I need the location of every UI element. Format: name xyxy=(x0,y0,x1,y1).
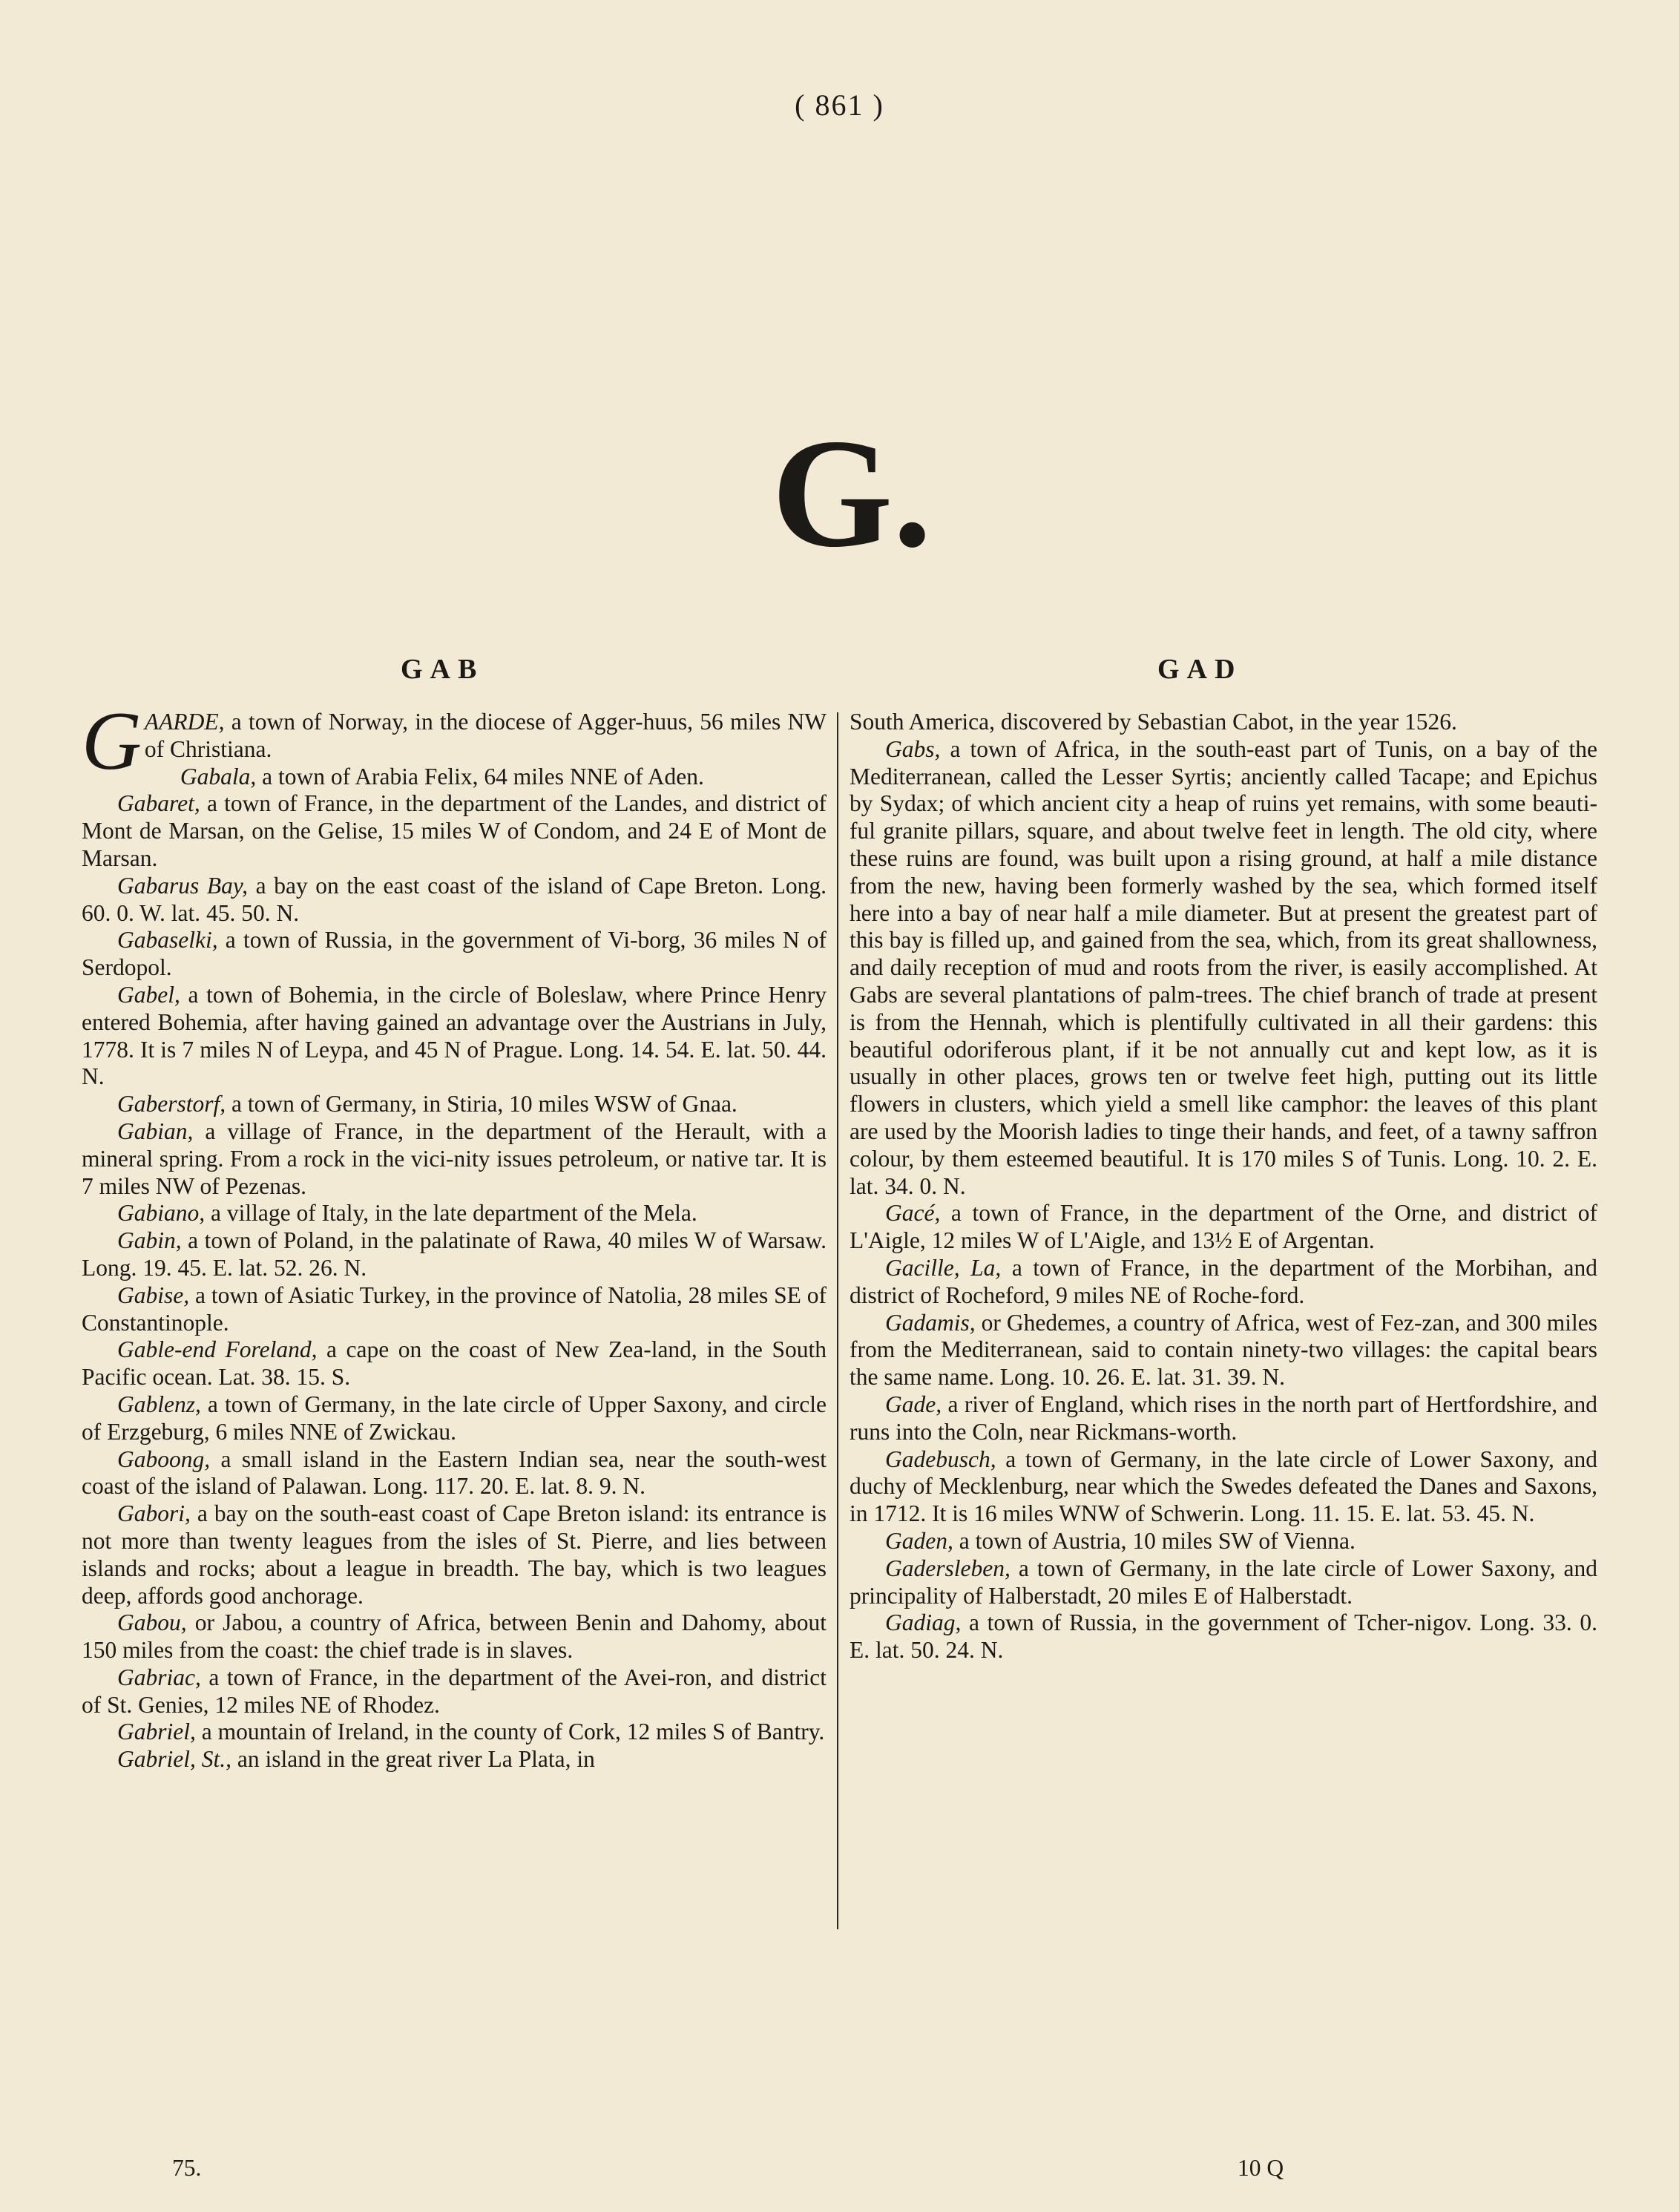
drop-cap: G xyxy=(82,695,142,787)
entry xyxy=(82,927,827,982)
entry-headword: Gabiano, xyxy=(117,1200,206,1227)
entry xyxy=(82,1664,827,1719)
entry-text: a town of Germany, in Stiria, 10 miles WSW of Gnaa. xyxy=(226,1091,737,1118)
entry-text: a town of Arabia Felix, 64 miles NNE of Aden. xyxy=(256,763,704,790)
entry-headword: Gabriel, xyxy=(117,1719,196,1745)
right-column xyxy=(850,709,1597,1664)
entry xyxy=(82,982,827,1091)
entry-headword: Gadamis, xyxy=(885,1309,976,1336)
entry-headword: Gabs, xyxy=(885,735,941,762)
entry-text: a cape on the coast of New Zea-land, in the South Pacific ocean. Lat. 38. 15. S. xyxy=(82,1336,827,1391)
entry-text: South America, discovered by Sebastian Cabot, in the year 1526. xyxy=(850,709,1457,735)
entry-headword: Gabel, xyxy=(117,981,180,1008)
entry-text: a village of Italy, in the late department of the Mela. xyxy=(205,1200,697,1227)
entry-headword: Gade, xyxy=(885,1391,942,1417)
left-column xyxy=(82,695,827,1773)
entry-text: a village of France, in the department of the Herault, with a mineral spring. From a rock in the vici-nity issues petroleum, or native tar. It is 7 miles NW of Pezenas. xyxy=(82,1118,827,1199)
entry xyxy=(850,1446,1597,1528)
entry-text: a town of Germany, in the late circle of Lower Saxony, and principality of Halberstadt, 20 miles E of Halberstadt. xyxy=(850,1555,1597,1609)
entry-headword: Gabarus Bay, xyxy=(117,872,248,899)
entry-text: a town of Russia, in the government of Tcher-nigov. Long. 33. 0. E. lat. 50. 24. N. xyxy=(850,1609,1597,1664)
entry-headword: Gabriel, St., xyxy=(117,1746,231,1773)
running-head-right: GAD xyxy=(1157,654,1243,685)
entry xyxy=(850,1200,1597,1255)
entry-headword: Gabori, xyxy=(117,1500,191,1527)
entry-text: a town of Bohemia, in the circle of Boleslaw, where Prince Henry entered Bohemia, after having gained an advantage over the Austrians in July, 1778. It is 7 miles N of Leypa, and 45 N of Prague. Long. 14. 54. E. lat. 50. 44. N. xyxy=(82,981,827,1090)
signature-mark-right: 10 Q xyxy=(1238,2155,1284,2181)
entry xyxy=(850,1528,1597,1555)
entry-headword: Gabaselki, xyxy=(117,927,218,954)
entry-headword: Gadiag, xyxy=(885,1609,962,1636)
entry-headword: Gablenz, xyxy=(117,1391,201,1417)
entry-text: an island in the great river La Plata, in xyxy=(231,1746,595,1773)
entry xyxy=(82,790,827,872)
entry-headword: Gabise, xyxy=(117,1281,190,1308)
entry xyxy=(82,1746,827,1773)
entry-headword: Gabin, xyxy=(117,1227,182,1254)
entry xyxy=(850,736,1597,1201)
entry xyxy=(82,1227,827,1282)
entry-text: a bay on the south-east coast of Cape Breton island: its entrance is not more than twenty leagues from the isles of St. Pierre, and lies between islands and rocks; about a league in breadth. The bay, which is two leagues deep, affords good anchorage. xyxy=(82,1500,827,1609)
entry-headword: Gable-end Foreland, xyxy=(117,1336,318,1363)
entry-headword: Gabaret, xyxy=(117,790,200,817)
entry xyxy=(850,1255,1597,1310)
entry xyxy=(82,1336,827,1391)
entry-text: a town of France, in the department of the Landes, and district of Mont de Marsan, on the Gelise, 15 miles W of Condom, and 24 E of Mont de Marsan. xyxy=(82,790,827,871)
entry-headword: AARDE, xyxy=(144,709,225,735)
entry-text: a small island in the Eastern Indian sea, near the south-west coast of the island of Palawan. Long. 117. 20. E. lat. 8. 9. N. xyxy=(82,1445,827,1500)
entry-headword: Gacille, La, xyxy=(885,1254,1002,1281)
entry-text: a town of France, in the department of the Avei-ron, and district of St. Genies, 12 miles NE of Rhodez. xyxy=(82,1664,827,1718)
entry-text: a mountain of Ireland, in the county of Cork, 12 miles S of Bantry. xyxy=(195,1719,825,1745)
entry xyxy=(850,1391,1597,1446)
entry xyxy=(82,764,827,791)
entry-text: a bay on the east coast of the island of Cape Breton. Long. 60. 0. W. lat. 45. 50. N. xyxy=(82,872,827,926)
entry-text: a town of Germany, in the late circle of Upper Saxony, and circle of Erzgeburg, 6 miles NNE of Zwickau. xyxy=(82,1391,827,1445)
entry-text: a town of France, in the department of the Orne, and district of L'Aigle, 12 miles W of L'Aigle, and 13½ E of Argentan. xyxy=(850,1200,1597,1254)
entry-headword: Gabian, xyxy=(117,1118,194,1144)
entry-text: a town of Norway, in the diocese of Agger-huus, 56 miles NW of Christiana. xyxy=(144,709,827,762)
entry-text: a town of Asiatic Turkey, in the province of Natolia, 28 miles SE of Constantinople. xyxy=(82,1281,827,1336)
page-number: ( 861 ) xyxy=(795,88,884,122)
entry-text: a town of Germany, in the late circle of Lower Saxony, and duchy of Mecklenburg, near which the Swedes defeated the Danes and Saxons, in 1712. It is 16 miles WNW of Schwerin. Long. 11. 15. E. lat. 53. 45. N. xyxy=(850,1445,1597,1527)
entry-text: a town of Russia, in the government of Vi-borg, 36 miles N of Serdopol. xyxy=(82,927,827,981)
section-letter: G. xyxy=(772,407,932,580)
entry-text: a town of Poland, in the palatinate of Rawa, 40 miles W of Warsaw. Long. 19. 45. E. lat. 52. 26. N. xyxy=(82,1227,827,1281)
entry-headword: Gadebusch, xyxy=(885,1445,996,1472)
entry-text: a river of England, which rises in the north part of Hertfordshire, and runs into the Coln, near Rickmans-worth. xyxy=(850,1391,1597,1445)
entry-text: a town of Austria, 10 miles SW of Vienna. xyxy=(953,1527,1356,1554)
column-divider xyxy=(837,712,838,1929)
entry-headword: Gacé, xyxy=(885,1200,941,1227)
entry-headword: Gaberstorf, xyxy=(117,1091,226,1118)
signature-mark-left: 75. xyxy=(172,2155,202,2181)
entry-headword: Gaden, xyxy=(885,1527,953,1554)
entry-headword: Gaboong, xyxy=(117,1445,211,1472)
entry-headword: Gabala, xyxy=(180,763,257,790)
entry xyxy=(82,1200,827,1227)
entry xyxy=(82,1446,827,1501)
entry xyxy=(82,1391,827,1446)
entry-headword: Gabou, xyxy=(117,1609,187,1636)
entry xyxy=(82,1282,827,1337)
entry-headword: Gadersleben, xyxy=(885,1555,1011,1581)
entry-text: or Jabou, a country of Africa, between Benin and Dahomy, about 150 miles from the coast: the chief trade is in slaves. xyxy=(82,1609,827,1664)
running-head-left: GAB xyxy=(401,654,484,685)
entry xyxy=(82,1118,827,1200)
entry xyxy=(850,1310,1597,1391)
entry xyxy=(82,1500,827,1609)
entry-headword: Gabriac, xyxy=(117,1664,201,1690)
entry xyxy=(850,1609,1597,1664)
entry-continuation xyxy=(850,709,1597,736)
entry xyxy=(82,1719,827,1746)
entry xyxy=(82,1091,827,1118)
entry-text: or Ghedemes, a country of Africa, west of Fez-zan, and 300 miles from the Mediterranean, said to contain ninety-two villages: the capital bears the same name. Long. 10. 26. E. lat. 31. 39. N. xyxy=(850,1309,1597,1391)
entry-text: a town of Africa, in the south-east part of Tunis, on a bay of the Mediterranean, called the Lesser Syrtis; anciently called Tacape; and Epichus by Sydax; of which ancient city a heap of ruins yet remains, with some beauti-ful granite pillars, square, and about twelve feet in length. The old city, where these ruins are found, was built upon a rising ground, at half a mile distance from the new, having been formerly washed by the sea, which formed itself here into a bay of near half a mile diameter. But at present the greatest part of this bay is filled up, and gained from the sea, which, from its great shallowness, and daily reception of mud and roots from the river, is easily accomplished. At Gabs are several plantations of palm-trees. The chief branch of trade at present is from the Hennah, which is plentifully cultivated in all their gardens: this beautiful odoriferous plant, if it be not annually cut and kept low, as it is usually in other places, grows ten or twelve feet high, putting out its little flowers in clusters, which yield a smell like camphor: the leaves of this plant are used by the Moorish ladies to tinge their hands, and feet, of a tawny saffron colour, by them esteemed beautiful. It is 170 miles S of Tunis. Long. 10. 2. E. lat. 34. 0. N. xyxy=(850,735,1597,1199)
entry xyxy=(82,1609,827,1664)
entry xyxy=(82,873,827,928)
entry-text: a town of France, in the department of the Morbihan, and district of Rocheford, 9 miles NE of Roche-ford. xyxy=(850,1254,1597,1308)
entry xyxy=(850,1555,1597,1610)
